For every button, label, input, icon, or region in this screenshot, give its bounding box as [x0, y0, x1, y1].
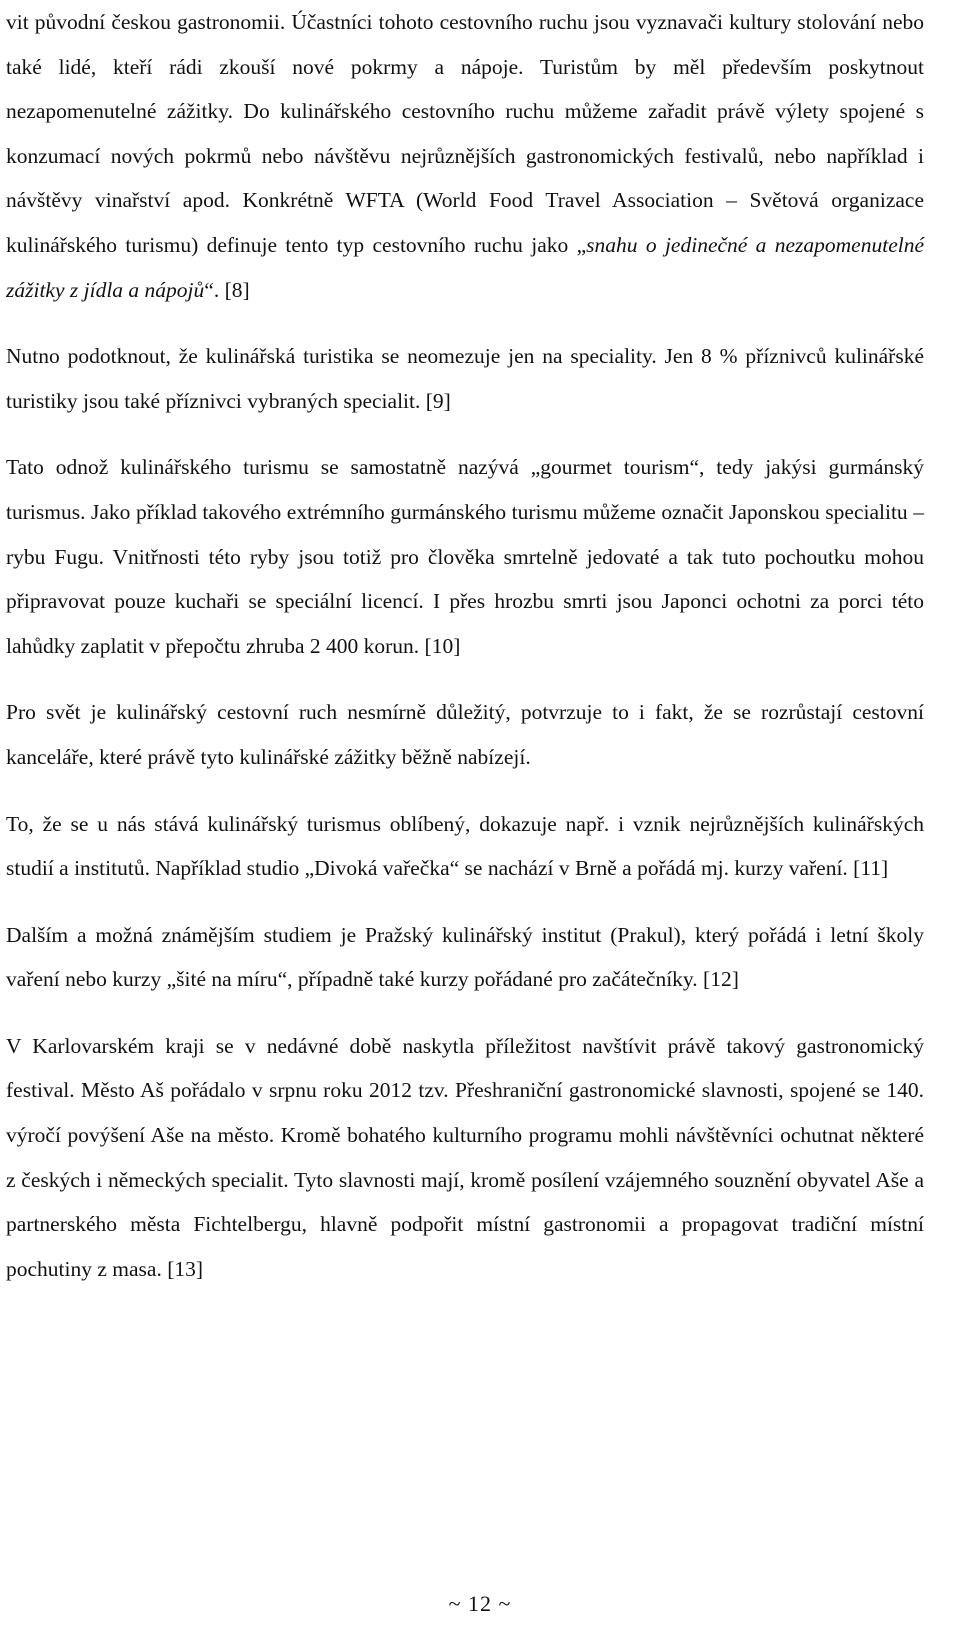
paragraph-text: Pro svět je kulinářský cestovní ruch nesmírně důležitý, potvrzuje to i fakt, že se rozrůstají cestovní kanceláře, které právě tyto kulinářské zážitky běžně nabízejí.: [6, 700, 924, 769]
paragraph-specialities: [6, 334, 924, 423]
paragraph-text: vit původní českou gastronomii. Účastníci tohoto cestovního ruchu jsou vyznavači kultury stolování nebo také lidé, kteří rádi zkouší nové pokrmy a nápoje. Turistům by měl především poskytnout nezapomenutelné zážitky. Do kulinářského cestovního ruchu můžeme zařadit právě výlety spojené s konzumací nových pokrmů nebo návštěvu nejrůznějších gastronomických festivalů, nebo například i návštěvy vinařství apod. Konkrétně WFTA (World Food Travel Association – Světová organizace kulinářského turismu) definuje tento typ cestovního ruchu jako „: [6, 10, 924, 257]
paragraph-travel-agencies: [6, 690, 924, 779]
paragraph-text: Dalším a možná známějším studiem je Pražský kulinářský institut (Prakul), který pořádá i letní školy vaření nebo kurzy „šité na míru“, případně také kurzy pořádané pro začátečníky. [12]: [6, 922, 924, 992]
paragraph-gourmet-tourism: [6, 445, 924, 668]
paragraph-prakul: [6, 913, 924, 1002]
wfta-definition-quote: snahu o jedinečné a nezapomenutelné zážitky z jídla a nápojů: [6, 232, 925, 302]
page-number: ~ 12 ~: [448, 1591, 512, 1616]
document-page: [6, 0, 924, 1291]
paragraph-text: V Karlovarském kraji se v nedávné době naskytla příležitost navštívit právě takový gastronomický festival. Město Aš pořádalo v srpnu roku 2012 tzv. Přeshraniční gastronomické slavnosti, spojené se 140. výročí povýšení Aše na město. Kromě bohatého kulturního programu mohli návštěvníci ochutnat některé z českých i německých specialit. Tyto slavnosti mají, kromě posílení vzájemného souznění obyvatel Aše a partnerského města Fichtelbergu, hlavně podpořit místní gastronomii a propagovat tradiční místní pochutiny z masa. [13]: [6, 1033, 924, 1281]
paragraph-text: “. [8]: [204, 277, 250, 302]
paragraph-food-tourism-definition: [6, 0, 924, 312]
paragraph-text: Tato odnož kulinářského turismu se samostatně nazývá „gourmet tourism“, tedy jakýsi gurmánský turismus. Jako příklad takového extrémního gurmánského turismu můžeme označit Japonskou specialitu – rybu Fugu. Vnitřnosti této ryby jsou totiž pro člověka smrtelně jedovaté a tak tuto pochoutku mohou připravovat pouze kuchaři se speciální licencí. I přes hrozbu smrti jsou Japonci ochotni za porci této lahůdky zaplatit v přepočtu zhruba 2 400 korun. [10]: [6, 455, 924, 658]
paragraph-culinary-studios: [6, 802, 924, 891]
paragraph-text: Nutno podotknout, že kulinářská turistika se neomezuje jen na speciality. Jen 8 % příznivců kulinářské turistiky jsou také příznivci vybraných specialit. [9]: [6, 344, 924, 413]
paragraph-text: To, že se u nás stává kulinářský turismus oblíbený, dokazuje např. i vznik nejrůznějších kulinářských studií a institutů. Například studio „Divoká vařečka“ se nachází v Brně a pořádá mj. kurzy vaření. [11]: [6, 811, 924, 881]
paragraph-karlovy-vary-festival: [6, 1024, 924, 1292]
